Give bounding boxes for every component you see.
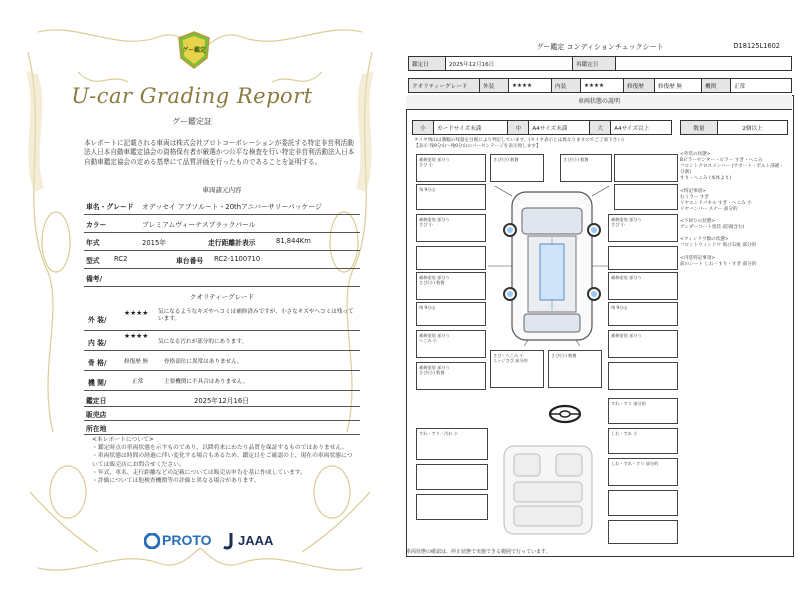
frame-row: [84, 350, 360, 371]
size-mid-label: 中: [508, 121, 529, 135]
legend-line: 右ミラー すぎ: [680, 194, 710, 200]
chassis-label: 車台番号: [176, 257, 204, 265]
condition-section-title: 車両状態の説明: [406, 95, 792, 110]
inspection-box: [608, 362, 678, 390]
exterior-row: [84, 306, 360, 331]
interior-row: [84, 330, 360, 351]
sheet-engine-label: 機関: [702, 79, 731, 93]
sheet-repair-value: 修復歴 無: [655, 79, 702, 93]
inspection-box: 残 9分山: [416, 184, 486, 210]
date-row: [84, 392, 360, 407]
model-label: 車名・グレード: [86, 203, 134, 211]
sheet-engine-value: 正常: [731, 79, 792, 93]
sheet-int-stars: ★★★★: [581, 79, 624, 93]
sheet-code: D18125L1602: [733, 42, 780, 50]
inspection-box: さび(小) 数箇: [548, 350, 602, 388]
mech-label: 機 関/: [88, 379, 107, 387]
legend-line: <ウィンドウ類の状態>: [680, 237, 729, 243]
notes-heading: <本レポートについて>: [92, 437, 154, 443]
inspection-box: [608, 520, 678, 544]
certificate-subtitle: グー鑑定証: [172, 117, 212, 126]
quality-section-title: クオリティーグレード: [189, 293, 255, 301]
color-value: プレミアムヴィーナスブラックパール: [142, 221, 256, 229]
inspection-box: 残 9分山: [608, 302, 678, 326]
inspection-box: すれ・すり・汚れ 小: [416, 428, 488, 460]
year-value: 2015年: [142, 239, 167, 247]
tire-note-line: タイヤ残山は溝幅の残量を目視により判定しています。(タイヤ表示とは異なりますのでご了承下さい): [414, 138, 624, 143]
badge-label: グー鑑定: [181, 47, 206, 54]
inspection-box: [416, 246, 486, 270]
inspection-box: さび・へこみ 小 エッジさび 部分的: [490, 350, 544, 388]
size-large-value: A4サイズ以上: [611, 121, 672, 135]
exterior-text: 気になるようなキズやヘコミは補修済みですが、小さなキズやヘコミは残っています。: [158, 309, 354, 322]
legend-line: フロントクロスメンバー (サポート・ボルト部補・分割): [680, 164, 784, 176]
tire-note-line: 【表示 残9分山～残0分山のパーセンテージを表示致します】: [414, 144, 541, 150]
count-table: [680, 120, 788, 135]
remarks-row: [84, 268, 360, 287]
note-item: ・車両状態は時間の経過に伴い変化する場合もあるため、鑑定日をご確認の上、現在の車両状態については販売店にお問合せください。: [92, 453, 353, 468]
inspection-box: 補修塗装 部分り: [608, 272, 678, 300]
legend-line: リヤエンドパネル すぎ・へこみ 小: [680, 200, 752, 206]
legend-line: <下回りの状態>: [680, 219, 716, 225]
note-item: ・年式、車名、走行距離などの記載については販売店申告を基に作成しています。: [92, 469, 306, 476]
inspection-box: 補修塗装 部分り さび 小: [608, 214, 678, 242]
certificate-title: U-car Grading Report: [71, 84, 313, 108]
sheet-quality-label: クオリティーグレード: [409, 79, 480, 93]
interior-text: 気になる汚れが部分的にあります。: [158, 339, 248, 345]
tire-note: [414, 138, 676, 150]
inspection-box: すれ・すり 部分的: [608, 398, 678, 424]
legend-line: リヤバンパー スナー 部分的: [680, 206, 738, 212]
inspection-box: 補修塗装 部分り さび 小: [416, 154, 486, 182]
sheet-footer-note: 車両状態の確認は、停止状態で実施できる範囲で行っています。: [406, 549, 551, 555]
frame-label: 骨 格/: [88, 359, 107, 367]
color-row: [84, 214, 360, 233]
inspection-box: さび(小) 数箇: [490, 154, 544, 182]
model-value: オデッセイ アブソルート・20thアニバーサリーパッケージ: [142, 203, 322, 211]
shop-label: 販売店: [86, 411, 107, 419]
inspection-box: 残 9分山: [416, 302, 486, 326]
address-label: 所在地: [86, 425, 107, 433]
year-row: [84, 232, 360, 251]
jaaa-logo-icon: [222, 532, 236, 550]
inspection-box: [608, 246, 678, 270]
sheet-repair-label: 修復歴: [624, 79, 655, 93]
sheet-ext-label: 外装: [480, 79, 509, 93]
sheet-redate-label: 再鑑定日: [573, 57, 616, 71]
mech-row: [84, 370, 360, 391]
car-top-view-diagram: [488, 186, 616, 346]
proto-logo-icon: [144, 533, 160, 549]
exterior-stars: ★★★★: [124, 309, 149, 317]
sheet-date-value: 2025年12月16日: [446, 57, 573, 71]
chassis-value: RC2-1100710: [214, 255, 261, 263]
jaaa-logo-text: JAAA: [238, 533, 274, 548]
certificate-intro: 本レポートに記載される車両は株式会社プロトコーポレーションが委託する特定非営利活動法人日本自動車鑑定協会の資格保有者が厳選かつ公平な検査を行い特定非営利活動法人日本自動車鑑定協会の定める基準にて品質評価を行ったものであることを証明する。: [84, 139, 355, 166]
sheet-ext-stars: ★★★★: [509, 79, 552, 93]
inspection-box: [614, 184, 678, 210]
interior-label: 内 装/: [88, 339, 107, 347]
steering-wheel-icon: [548, 404, 582, 424]
note-item: ・鑑定時点の車両状態を示すものであり、以降将来にわたり品質を保証するものではありません。: [92, 445, 348, 452]
certificate-notes: [92, 436, 354, 485]
mech-value: 正常: [132, 379, 144, 385]
sheet-date-label: 鑑定日: [409, 57, 446, 71]
inspection-box: 補修塗装 部分り へこみ 小: [416, 330, 486, 358]
inspection-box: 補修塗装 部分り さび 小: [416, 214, 486, 242]
logo-bar: [140, 530, 340, 552]
size-large-label: 大: [590, 121, 611, 135]
interior-stars: ★★★★: [124, 332, 149, 340]
sheet-date-table: [408, 56, 792, 71]
mileage-label: 走行距離計表示: [208, 239, 256, 247]
date-value: 2025年12月16日: [194, 397, 249, 405]
inspection-box: [614, 154, 678, 182]
legend-line: フロントウィンドウ 飛び石痕 部分的: [680, 243, 757, 249]
legend-line: アンダーコート塗装 (防錆含む): [680, 225, 745, 231]
model-row: [84, 196, 360, 215]
size-small-label: 小: [413, 121, 434, 135]
frame-value: 修復歴 無: [124, 359, 149, 365]
size-small-value: カードサイズ未満: [434, 121, 508, 135]
condition-legend: [680, 152, 788, 268]
remarks-label: 備考/: [86, 275, 103, 283]
inspection-box: [416, 464, 488, 490]
legend-line: <外装の状態>: [680, 152, 711, 157]
type-value: RC2: [114, 255, 128, 263]
proto-logo-text: PROTO: [162, 532, 212, 548]
sheet-title: グー鑑定 コンディションチェックシート: [536, 43, 664, 51]
count-label: 数量: [681, 121, 718, 135]
size-legend-table: [412, 120, 672, 135]
inspection-box: [608, 490, 678, 516]
inspection-box: しわ・すれ・すり 部分的: [608, 458, 678, 486]
vehicle-section-title: 車両諸元内容: [202, 186, 242, 194]
exterior-label: 外 装/: [88, 316, 107, 324]
note-item: ・評価については他検査機関等の評価と異なる場合があります。: [92, 478, 260, 485]
address-row: [84, 420, 360, 435]
legend-line: <特記事項>: [680, 188, 707, 194]
inspection-box: 補修塗装 部分り さび(小) 数箇: [416, 272, 486, 300]
inspection-box: 補修塗装 部分り: [608, 330, 678, 358]
count-value: 2個以上: [718, 121, 788, 135]
frame-text: 骨格部位に異常はありません。: [164, 359, 243, 365]
legend-line: <内装特記事項>: [680, 255, 716, 261]
mileage-value: 81,844Km: [276, 237, 311, 245]
shop-row: [84, 406, 360, 421]
legend-line: 前のシート しわ・すり・すぎ 部分的: [680, 261, 757, 267]
legend-line: すり・へこみ (本体より): [680, 176, 731, 182]
type-label: 型式: [86, 257, 100, 265]
sheet-grade-table: [408, 78, 792, 93]
interior-seat-diagram: [500, 444, 596, 536]
mech-text: 主要機関に不具合はありません。: [164, 379, 249, 385]
legend-line: Bピラーセンター・ピラー すぎ・へこみ: [680, 158, 763, 164]
year-label: 年式: [86, 239, 100, 247]
date-label: 鑑定日: [86, 397, 107, 405]
sheet-redate-value: [616, 57, 792, 71]
inspection-box: しわ・すれ 小: [608, 428, 678, 454]
type-row: [84, 250, 360, 269]
color-label: カラー: [86, 221, 107, 229]
inspection-box: さび(小) 数箇: [560, 154, 612, 182]
inspection-box: 補修塗装 部分り さび(小) 数箇: [416, 362, 486, 390]
inspection-box: [416, 494, 488, 520]
sheet-int-label: 内装: [552, 79, 581, 93]
size-mid-value: A4サイズ未満: [529, 121, 590, 135]
